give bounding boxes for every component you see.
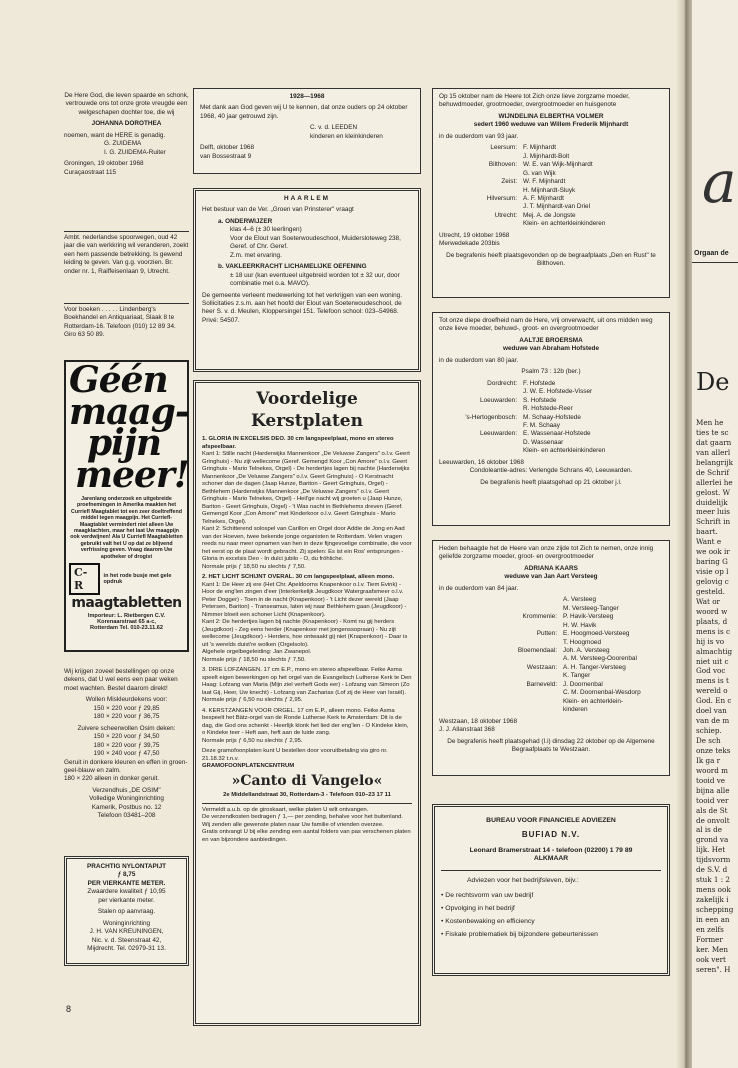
article-line: grond va <box>696 835 729 845</box>
article-line: Wat or <box>696 596 720 606</box>
obituary-funeral: De begrafenis heeft plaatsgehad op 21 oktober j.l. <box>480 478 622 486</box>
article-line: plaats, d <box>696 616 728 626</box>
bookshop-ad <box>64 306 189 350</box>
divider <box>64 303 189 304</box>
anniversary-names-2: kinderen en kleinkinderen <box>310 132 383 140</box>
family-list <box>439 380 663 456</box>
family-place: Leersum: <box>490 144 517 152</box>
article-line: stuk 1 : 2 <box>696 875 730 885</box>
obituary-funeral: De begrafenis heeft plaatsgevonden op de begraafplaats „Den en Rust" te Bilthoven. <box>446 251 656 268</box>
bufiad-name: BUFIAD N.V. <box>521 829 581 839</box>
obituary-intro: Tot onze diepe droefheid nam de Here, vrij onverwacht, uit ons midden weg onze lieve moeder, behuwd-, groot- en overgrootmoeder <box>439 317 653 333</box>
bufiad-address: Leonard Bramerstraat 14 - telefoon (02200) 1 79 89 <box>469 846 633 854</box>
article-heading: De <box>696 368 730 396</box>
birth-announcement <box>64 92 189 208</box>
carpet-unit: PER VIERKANTE METER. <box>87 879 166 887</box>
deceased-age: in de ouderdom van 93 jaar. <box>439 132 519 140</box>
carpet-firm-type: Woninginrichting <box>102 919 151 927</box>
article-line: tooid ver <box>696 795 729 805</box>
record-1-title: 1. GLORIA IN EXCELSIS DEO. 30 cm langspeelplaat, mono en stereo afspeelbaar. <box>202 436 394 450</box>
deceased-subtitle: weduwe van Abraham Hofstede <box>503 345 599 353</box>
article-line: al is de <box>696 825 722 835</box>
record-2-side-2: Kant 2: De herdertjes lagen bij nachte (Knapenkoor) - Komt nu gij herders (Jeugdkoor) - Zeg eens herder (Knapenkoor met jongenssopraan) - Nu zijt wellecome (Jeugdkoor) - Herders, hoe ontwaakt gij niet (Knapenkoor) - Daar is uit 's werelds duist're wolken (Orgelsolo). <box>202 619 408 648</box>
family-place: Putten: <box>536 630 557 638</box>
article-line: mens is t <box>696 676 729 686</box>
family-names: W. E. van Wijk-Mijnhardt G. van Wijk <box>523 161 593 177</box>
record-1-price: Normale prijs ƒ 18,50 nu slechts ƒ 7,50. <box>202 563 306 570</box>
record-1-side-2: Kant 2: Schitterend solospel van Carillon en Orgel door Addie de Jong en Aad van der Hoeven, twee bekende jonge organisten te Rotterdam. Velen vragen reeds nu naar meer opnamen van hen in deze fijngevoelige combinatie, die voor het eerst op de plaat wordt gebracht. Zij spelen: Es ist ein Ros' entsprungen - Gloria in excelsis Deo - In dulci jubilo - O, du fröhliche. <box>202 526 412 563</box>
record-2-accompaniment: Algehele orgelbegeleiding: Jan Zwanepol. <box>202 649 312 656</box>
blanket-ad <box>64 668 189 836</box>
price-line: 180 × 220 voor ƒ 36,75 <box>93 713 160 721</box>
record-1-side-1: Kant 1: Stille nacht (Harderwijks Mannenkoor „De Veluwse Zangers" o.l.v. Geert Gringhuis) - Nu zijt wellecome (Geref. Gemengd Koor „Con Amore" o.l.v. Geert Gringhuis - Mario Telnekes, Orgel) - De herdertjes lagen bij nachte (Harderwijks Mannenkoor „De Veluwse Zangers" o.l.v. Geert Gringhuis) - O Kerstnacht schoner dan de dagen (Jaap Hunze, Bariton - Geert Gringhuis, Orgel) - Bethlehem (Harderwijks Mannenkoor „De Veluwse Zangers" o.l.v. Geert Gringhuis - Mario Telnekes, Orgel) - Heil'ge nacht wij groeten u (Jaap Hunze, Bariton - Geert Gringhuis, Orgel) - 't Was nacht in Bethlehems dreven (Geref. Gemengd Koor „Con Amore" met Kinderkoor o.l.v. Geert Gringhuis - Mario Telnekes, Orgel). <box>202 451 410 525</box>
masthead-rule <box>692 262 738 263</box>
article-line: Ik ga r <box>696 755 721 765</box>
article-line: gelovig c <box>696 577 729 586</box>
anniversary-years: 1928—1968 <box>289 93 325 100</box>
article-line: baart. <box>696 527 718 537</box>
parents: G. ZUIDEMA I. G. ZUIDEMA-Ruiter <box>104 140 166 156</box>
bufiad-title: BUREAU VOOR FINANCIELE ADVIEZEN <box>486 817 616 824</box>
article-line: De sch <box>696 736 721 745</box>
record-2-title: 2. HET LICHT SCHIJNT OVERAL. 30 cm langspeelplaat, alleen mono. <box>202 574 395 581</box>
masthead-logo: a <box>702 148 737 216</box>
ad-importer: Importeur: L. Rietbergen C.V. <box>87 613 166 620</box>
deceased-subtitle: sedert 1960 weduwe van Willem Frederik Mijnhardt <box>473 121 629 129</box>
record-2-side-1: Kant 1: De Heer zij ere (Het Chr. Apeldoorns Knapenkoor o.l.v. Tiem Evink) - Hoor de eng'len zingen d'eer (Interkerkelijk Jeugdkoor Watergraafsmeer o.l.v. Peter Dogger) - Toen in de nacht (Knapenkoor) - 't Licht dezer wereld (Jaap Petersen, Bariton) - Transeamus, laten wij naar Bethlehem gaan (Jeugdkoor) - Nimmer bloeit een schoner Licht (Knapenkoor). <box>202 581 407 618</box>
family-place: Dordrecht: <box>487 379 517 387</box>
anniversary-notice <box>193 88 421 174</box>
article-line: Former <box>696 934 723 944</box>
job-seeking-ad <box>64 234 189 296</box>
article-text <box>696 418 733 975</box>
footnote-2: De verzendkosten bedragen ƒ 1,— per zending, behalve voor het buitenland. Wij zenden alle gewenste platen naar Uw familie of vrienden overzee. <box>202 814 404 828</box>
ad-importer-city: Rotterdam Tel. 010-23.11.62 <box>90 625 163 632</box>
vacancy-footer: De gemeente verleent medewerking tot het verkrijgen van een woning. Sollicitaties z.s.m. aan het hoofd der Elout van Soeterwoudeschool, de heer S. v. d. Meulen, Kloppersingel 151. Telefoon school: 023–54968. Privé: 54507. <box>202 291 403 324</box>
bufiad-item: • Fiskale problematiek bij bijzondere gebeurtenissen <box>441 929 661 942</box>
article-line: gelost. W <box>696 487 731 497</box>
family-place: 's-Hertogenbosch: <box>465 413 517 421</box>
ad-headline <box>69 359 189 497</box>
vacancy-a-body: klas 4–6 (± 30 leerlingen) Voor de Elout van Soeterwoudeschool, Muidersloteweg 238, Geref. of Chr. Geref. Z.m. met ervaring. <box>230 226 401 259</box>
article-line: belangrijk <box>696 457 733 467</box>
headline-line: meer! <box>75 454 189 497</box>
article-line: als de St <box>696 805 728 815</box>
article-line: onze teks <box>696 745 731 755</box>
article-line: gesteld. <box>696 586 725 596</box>
family-names: A. Versteeg M. Versteeg-Tanger <box>563 596 619 612</box>
family-place: Zeist: <box>501 178 517 186</box>
birth-verse: noemen, want de HERE is genadig. <box>64 131 166 139</box>
article-line: van allerl <box>696 447 731 457</box>
family-list <box>439 144 663 229</box>
article-line: Schrift in <box>696 517 731 527</box>
article-line: mens is c <box>696 626 730 636</box>
article-line: zakelijk i <box>696 895 729 904</box>
carpet-price: ƒ 8,75 <box>117 871 136 879</box>
ad-body: Jarenlang onderzoek en uitgebreide proefnemingen in Amerika maakten het Curriefl Maagtablet tot een zeer doeltreffend middel tegen maagpijn. Het Curriefl-Maagtablet vermindert niet alleen Uw maagklachten, maar het laat Uw maagpijn ook verdwijnen! Ala U Curriefl Maagtabletten gebruikt valt het U op dat ze blijvend verfrissing geven. Vraag daarom Uw apotheker of drogist <box>70 495 183 560</box>
family-names: J. Doornenbal C. M. Doornenbal-Wesdorp Klein- en achterklein- kinderen <box>563 680 641 714</box>
deceased-age: in de ouderdom van 80 jaar. <box>439 356 519 364</box>
article-line: tijdsvorm <box>696 855 731 865</box>
job-seeking-text: Ambt. nederlandse spoorwegen, oud 42 jaar die van werkkring wil veranderen, zoekt een hem passende betrekking. Is gewend leiding te geven. Van g.g. voorzien. Br. onder nr. 1, Raiffeisenlaan 9, Utrecht. <box>64 234 189 275</box>
masthead-subtitle: Orgaan de <box>694 250 729 257</box>
family-place: Utrecht: <box>494 211 517 219</box>
article-line: woord w <box>696 606 728 616</box>
footnote-3: Gratis ontvangt U bij elke zending een aantal folders van pas verschenen platen en van bijzondere aanbiedingen. <box>202 829 411 843</box>
article-line: de S.V. d <box>696 865 728 875</box>
family-names: E. Wassenaar-Hofstede D. Wassenaar Klein- en achterkleinkinderen <box>523 430 606 455</box>
anniversary-text: Met dank aan God geven wij U te kennen, dat onze ouders op 24 oktober 1968, 40 jaar getrouwd zijn. <box>200 104 408 120</box>
stomach-tablet-ad <box>64 360 189 652</box>
article-line: doel van <box>696 706 727 716</box>
obituary-place: Leeuwarden, 16 oktober 1968 <box>439 458 524 466</box>
ad-importer-address: Korenaarstraat 65 a-c, <box>97 619 156 626</box>
family-names: F. Mijnhardt J. Mijnhardt-Bolt <box>523 144 570 160</box>
right-page <box>692 0 738 1068</box>
family-names: F. Hofstede J. W. E. Hofstede-Visser <box>523 379 593 396</box>
article-line: meer luis <box>696 507 730 517</box>
record-3: 3. DRIE LOFZANGEN. 17 cm E.P., mono en stereo afspeelbaar. Feike Asma speelt eigen bewerkingen op het orgel van de Evangelisch Lutherse Kerk te Den Haag: Lofzang van Maria (Mijn ziel verheft Gods eer) - Lofzang van Simeon (Zo laat Gij, Heer, Uw knecht) - Lofzang van Zacharias (Lof zij de Heer van Israël). <box>202 667 412 696</box>
obituary-hofstede <box>432 312 670 526</box>
deceased-name: AALTJE BROERSMA <box>519 336 583 344</box>
article-line: de Schrif <box>696 467 730 477</box>
birth-address: Curaçaostraat 115 <box>64 168 117 176</box>
blanket-extra: 180 × 220 alleen in donker geruit. <box>64 775 160 783</box>
article-line: ker. Men <box>696 944 729 954</box>
obituary-intro: Heden behaagde het de Heere van onze zijde tot Zich te nemen, onze innig geliefde zorgzame moeder, groot- en overgrootmoeder <box>439 545 654 561</box>
family-names: Joh. A. Versteeg A. M. Versteeg-Ooorenbal <box>563 646 637 663</box>
carpet-quality: Zwaardere kwaliteit ƒ 10,95 <box>87 888 166 896</box>
vacancy-title: HAARLEM <box>284 195 330 202</box>
vendor-phone: Telefoon 03481–208 <box>97 812 156 820</box>
deceased-age: in de ouderdom van 84 jaar. <box>439 584 519 592</box>
carpet-title: PRACHTIG NYLONTAPIJT <box>86 863 167 870</box>
birth-intro: De Here God, die leven spaarde en schonk, vertrouwde ons tot onze grote vreugde een welgeschapen dochter toe, die wij <box>64 92 189 116</box>
article-line: mens ook <box>696 885 731 895</box>
article-line: we ook ir <box>696 547 730 557</box>
family-place: Barneveld: <box>526 680 557 688</box>
child-name: JOHANNA DOROTHEA <box>91 120 162 128</box>
family-names: E. Hoogmoed-Versteeg T. Hoogmoed <box>563 630 630 646</box>
carpet-samples: Stalen op aanvraag. <box>97 908 156 916</box>
vacancy-intro: Het bestuur van de Ver. „Groen van Prinsterer" vraagt <box>202 206 354 214</box>
bufiad-item: • Opvolging in het bedrijf <box>441 903 661 916</box>
family-place: Leeuwarden: <box>480 430 517 438</box>
blanket-h1: Wollen Miskleurdekens voor: <box>85 696 168 704</box>
family-place: Westzaan: <box>526 663 557 671</box>
deceased-subtitle: weduwe van Jan Aart Versteeg <box>504 573 598 581</box>
price-line: 180 × 220 voor ƒ 39,75 <box>93 741 160 749</box>
canto-title: »Canto di Vangelo« <box>231 772 383 789</box>
carpet-quality-unit: per vierkante meter. <box>98 896 155 904</box>
carpet-city: Mijdrecht. Tel. 02979-31 13. <box>87 945 166 953</box>
blanket-intro: Wij krijgen zoveel bestellingen op onze dekens, dat U wel eens een paar weken moet wachten. Bestel daarom direkt! <box>64 668 178 692</box>
page-number: 8 <box>66 1004 72 1014</box>
record-centre: GRAMOFOONPLATENCENTRUM <box>202 763 295 770</box>
record-2-price: Normale prijs ƒ 18,50 nu slechts ƒ 7,50. <box>202 656 306 663</box>
blanket-h2: Zuivere scheerwollen Osim deken: <box>77 724 176 732</box>
family-place: Bloemendaal: <box>517 646 557 654</box>
deceased-name: ADRIANA KAARS <box>524 564 578 572</box>
bufiad-list <box>441 890 661 942</box>
obituary-address: Merwedekade 203bis <box>439 240 500 248</box>
article-line: hij is vo <box>696 636 725 646</box>
anniversary-address: van Bossestraat 9 <box>200 152 252 160</box>
family-names: Mej. A. de Jongste Klein- en achterkleinkinderen <box>523 211 606 228</box>
family-names: P. Havik-Versteeg H. W. Havik <box>563 613 614 629</box>
family-place: Loeuwarden: <box>480 396 517 404</box>
ad-badge: in het rode busje met gele opdruk <box>103 572 172 586</box>
birth-place: Groningen, 19 oktober 1968 <box>64 160 144 168</box>
obituary-intro: Op 15 oktober nam de Heere tot Zich onze lieve zorgzame moeder, behuwdmoeder, grootmoeder, overgrootmoeder en huisgenote <box>439 93 630 109</box>
divider <box>64 231 189 232</box>
headline-line: maag- <box>69 390 189 433</box>
headline-line: pijn <box>87 422 162 465</box>
article-line: allerlei he <box>696 477 733 487</box>
family-names: A. F. Mijnhardt J. T. Mijnhardt-van Driel <box>523 194 591 211</box>
article-line: niet uit c <box>696 656 729 666</box>
order-info: Deze gramofoonplaten kunt U bestellen door vooruitbetaling via giro nr. 21.18.32 t.n.v. <box>202 748 388 762</box>
article-line: visie op l <box>696 567 729 577</box>
vendor-address: Kamerik, Postbus no. 12 <box>91 803 162 811</box>
article-line: God voc <box>696 666 726 676</box>
family-names: W. F. Mijnhardt H. Mijnhardt-Sluyk <box>523 178 576 194</box>
article-line: wereld o <box>696 686 728 696</box>
psalm: Psalm 73 : 12b (ber.) <box>521 368 581 376</box>
obituary-place: Westzaan, 18 oktober 1968 <box>439 717 518 725</box>
footnote-1: Vermeldt a.u.b. op de giroskaart, welke platen U wilt ontvangen. <box>202 806 369 813</box>
records-title: Voordelige Kerstplaten <box>251 389 363 431</box>
family-list <box>439 596 663 714</box>
article-line: God. En c <box>696 696 732 706</box>
ad-product: maagtabletten <box>71 595 182 612</box>
article-line: woord m <box>696 765 728 775</box>
vacancy-b-body: ± 18 uur (kan eventueel uitgebreid worden tot ± 32 uur, door combinatie met o.a. MAVO). <box>230 271 400 288</box>
article-line: Men he <box>696 418 724 427</box>
anniversary-names: C. v. d. LEEDEN <box>310 124 358 132</box>
price-line: 190 × 240 voor ƒ 47,50 <box>93 750 160 758</box>
family-names: A. H. Tanger-Versteeg K. Tanger <box>563 663 626 680</box>
article-line: bijna alle <box>696 785 730 795</box>
bookshop-text: Voor boeken . . . . . Lindenberg's Boekhandel en Antiquariaat, Slaak 8 te Rotterdam-16. Telefoon (010) 12 89 34. Giro 63 50 89. <box>64 306 176 339</box>
obituary-funeral: De begrafenis heeft plaatsgehad (I.i) dinsdag 22 oktober op de Algemene Begraafplaats te Westzaan. <box>447 737 655 753</box>
article-line: duidelijk <box>696 497 728 507</box>
article-line: in een an <box>696 914 730 924</box>
article-line: seren". H <box>696 964 731 974</box>
bufiad-item: • Kostenbewaking en efficiency <box>441 916 661 929</box>
record-4: 4. KERSTZANGEN VOOR ORGEL. 17 cm E.P., alleen mono. Feike Asma bespeelt het Bätz-orgel van de Ronde Lutherse Kerk te Amsterdam: Dit is de dag, die God ons schenkt - Heerlijk klonk het lied der eng'len - O Kindeke klein, o Kindeke teer - Heft aan, heft aan de luide zang. <box>202 707 409 737</box>
family-place <box>439 596 557 613</box>
bufiad-item: • De rechtsvorm van uw bedrijf <box>441 890 661 903</box>
record-4-price: Normale prijs ƒ 6,50 nu slechts ƒ 2,95. <box>202 737 303 744</box>
blanket-colors: Geruit in donkere kleuren en effen in groen-geel-blauw en zalm. <box>64 758 188 774</box>
carpet-firm-name: J. H. VAN KREUNINGEN, <box>89 928 164 936</box>
ad-logo-row <box>69 563 184 595</box>
article-line: schiep. <box>696 726 722 736</box>
family-place: Krommenie: <box>522 613 557 621</box>
family-place: Hilversum: <box>486 194 517 202</box>
article-line: lijk. Het <box>696 845 726 855</box>
price-line: 150 × 220 voor ƒ 29,85 <box>93 704 160 712</box>
article-line: ook vert <box>696 954 726 964</box>
anniversary-place: Delft, oktober 1968 <box>200 144 254 152</box>
price-line: 150 × 220 voor ƒ 34,50 <box>93 733 160 741</box>
bufiad-ad <box>432 804 670 976</box>
bufiad-city: ALKMAAR <box>533 855 569 863</box>
article-line: dat gaarn <box>696 437 732 447</box>
ad-logo: C-R <box>69 563 100 595</box>
article-line: Want e <box>696 537 722 547</box>
obituary-mijnhardt <box>432 88 670 298</box>
christmas-records-ad <box>193 380 421 1026</box>
carpet-address: Nic. v. d. Steenstraat 42, <box>91 936 162 944</box>
family-names: M. Schaay-Hofstede F. M. Schaay <box>523 413 581 429</box>
carpet-ad <box>64 856 189 966</box>
condolence-address: Condoleantie-adres: Verlengde Schrans 40, Leeuwarden. <box>469 467 633 475</box>
family-place: Bilthoven: <box>488 161 517 169</box>
haarlem-vacancy <box>193 188 421 372</box>
vacancy-a-title: a. ONDERWIJZER <box>218 217 273 225</box>
article-line: schepping <box>696 904 734 914</box>
vacancy-b-title: b. VAKLEERKRACHT LICHAMELIJKE OEFENING <box>218 263 367 271</box>
article-line: de onvolt <box>696 815 730 825</box>
article-line: van de m <box>696 716 730 726</box>
bufiad-advice: Adviezen voor het bedrijfsleven, bijv.: <box>467 877 579 885</box>
canto-address: 2e Middellandstraat 30, Rotterdam-3 - Telefoon 010–23 17 11 <box>223 792 391 799</box>
article-line: baring G <box>696 557 728 567</box>
article-line: ties te sc <box>696 427 729 437</box>
article-line: en zelfs <box>696 924 724 934</box>
article-line: almachtig <box>696 646 733 656</box>
deceased-name: WIJNDELINA ELBERTHA VOLMER <box>498 112 604 120</box>
obituary-address: J. J. Allanstraat 368 <box>439 726 495 734</box>
obituary-versteeg <box>432 540 670 776</box>
obituary-place: Utrecht, 19 oktober 1968 <box>439 231 510 239</box>
article-line: tooid ve <box>696 775 726 785</box>
vendor-firm: Volledige Woninginrichting <box>89 795 164 803</box>
record-3-price: Normale prijs ƒ 6,50 nu slechts ƒ 2,95. <box>202 697 303 704</box>
headline-line: Géén <box>69 359 168 401</box>
vendor-name: Verzendhuis „DE OSIM" <box>92 786 161 794</box>
family-names: S. Hofstede R. Hofstede-Reer <box>523 396 573 413</box>
